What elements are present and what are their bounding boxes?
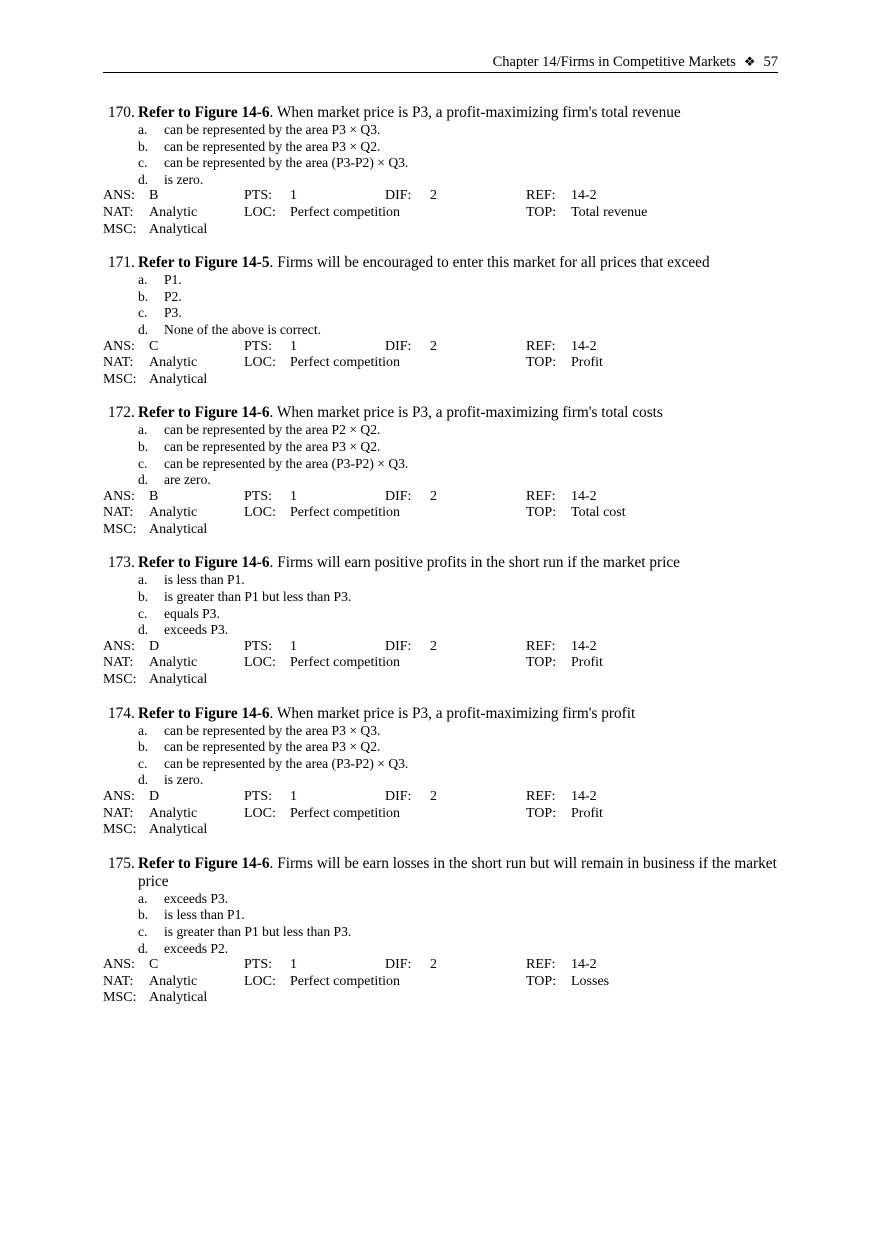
msc-value: Analytical xyxy=(149,672,208,688)
figure-reference: Refer to Figure 14-6 xyxy=(138,704,270,722)
metadata-row xyxy=(103,222,778,239)
pts-label: PTS: xyxy=(244,188,273,204)
top-value: Profit xyxy=(571,805,603,821)
nat-value: Analytic xyxy=(149,805,198,821)
question-text xyxy=(138,404,778,422)
question-number: 172. xyxy=(108,404,135,422)
top-value: Profit xyxy=(571,355,603,371)
ans-label: ANS: xyxy=(103,338,135,354)
question-text xyxy=(138,705,778,723)
top-label: TOP: xyxy=(526,655,557,671)
msc-label: MSC: xyxy=(103,990,137,1006)
pts-value: 1 xyxy=(290,488,297,504)
msc-value: Analytical xyxy=(149,221,208,237)
answer-choice xyxy=(138,756,778,773)
nat-label: NAT: xyxy=(103,505,134,521)
dif-value: 2 xyxy=(430,638,437,654)
answer-choice xyxy=(138,322,778,339)
choice-text: can be represented by the area P3 × Q2. xyxy=(164,438,381,454)
nat-label: NAT: xyxy=(103,655,134,671)
choice-text: can be represented by the area P3 × Q3. xyxy=(164,122,381,137)
ref-value: 14-2 xyxy=(571,638,597,654)
choice-text: can be represented by the area (P3-P2) × Q3. xyxy=(164,155,409,171)
choice-text: is zero. xyxy=(164,772,204,788)
choice-letter: b. xyxy=(138,907,149,923)
loc-value: Perfect competition xyxy=(290,355,401,371)
choice-letter: c. xyxy=(138,455,148,471)
answer-choices xyxy=(138,891,778,957)
question-stem-text: . When market price is P3, a profit-maximizing firm's total revenue xyxy=(269,104,681,121)
ref-label: REF: xyxy=(526,638,556,654)
loc-label: LOC: xyxy=(244,973,276,989)
metadata-row xyxy=(103,205,778,222)
metadata-row xyxy=(103,957,778,974)
question-list xyxy=(103,104,778,1023)
metadata-row xyxy=(103,789,778,806)
choice-text: equals P3. xyxy=(164,605,220,621)
metadata-row xyxy=(103,505,778,522)
question-text xyxy=(138,104,778,122)
ans-label: ANS: xyxy=(103,957,135,973)
msc-label: MSC: xyxy=(103,221,137,237)
msc-value: Analytical xyxy=(149,371,208,387)
ans-label: ANS: xyxy=(103,488,135,504)
choice-letter: a. xyxy=(138,422,148,438)
answer-choice xyxy=(138,924,778,941)
msc-label: MSC: xyxy=(103,371,137,387)
choice-letter: a. xyxy=(138,272,148,288)
question-text xyxy=(138,254,778,272)
question-metadata xyxy=(103,188,778,238)
choice-letter: d. xyxy=(138,940,149,956)
choice-text: P3. xyxy=(164,305,182,321)
question-item xyxy=(103,104,778,238)
dif-value: 2 xyxy=(430,488,437,504)
question-number: 173. xyxy=(108,554,135,572)
question-stem-text: . Firms will be earn losses in the short run but will remain in business if the market price xyxy=(138,854,777,890)
metadata-row xyxy=(103,639,778,656)
metadata-row xyxy=(103,355,778,372)
choice-text: can be represented by the area P3 × Q2. xyxy=(164,138,381,154)
pts-label: PTS: xyxy=(244,338,273,354)
question-stem-text: . When market price is P3, a profit-maximizing firm's total costs xyxy=(269,404,663,422)
nat-value: Analytic xyxy=(149,204,198,220)
choice-text: is zero. xyxy=(164,171,204,187)
choice-letter: a. xyxy=(138,722,148,738)
top-label: TOP: xyxy=(526,355,557,371)
choice-text: can be represented by the area P3 × Q3. xyxy=(164,722,381,738)
question-stem xyxy=(103,404,778,422)
choice-letter: b. xyxy=(138,438,149,454)
loc-label: LOC: xyxy=(244,655,276,671)
question-item xyxy=(103,855,778,1007)
question-number: 170. xyxy=(108,104,135,121)
pts-value: 1 xyxy=(290,789,297,804)
answer-choices xyxy=(138,422,778,488)
metadata-row xyxy=(103,990,778,1007)
choice-letter: d. xyxy=(138,622,149,638)
figure-reference: Refer to Figure 14-6 xyxy=(138,104,270,121)
ref-label: REF: xyxy=(526,338,556,354)
loc-label: LOC: xyxy=(244,355,276,371)
answer-choice xyxy=(138,272,778,289)
answer-choice xyxy=(138,139,778,156)
question-metadata xyxy=(103,957,778,1007)
dif-label: DIF: xyxy=(385,638,412,654)
loc-label: LOC: xyxy=(244,505,276,521)
ans-value: C xyxy=(149,957,159,973)
top-label: TOP: xyxy=(526,973,557,989)
choice-text: is less than P1. xyxy=(164,572,245,588)
dif-value: 2 xyxy=(430,338,437,354)
choice-text: exceeds P3. xyxy=(164,622,229,638)
choice-letter: b. xyxy=(138,589,149,605)
loc-label: LOC: xyxy=(244,805,276,821)
question-stem-text: . Firms will earn positive profits in the short run if the market price xyxy=(269,554,680,572)
pts-value: 1 xyxy=(290,638,297,654)
choice-text: can be represented by the area (P3-P2) × Q3. xyxy=(164,455,409,471)
question-stem xyxy=(103,554,778,572)
metadata-row xyxy=(103,339,778,356)
nat-label: NAT: xyxy=(103,973,134,989)
choice-letter: d. xyxy=(138,171,149,187)
loc-value: Perfect competition xyxy=(290,505,401,521)
top-value: Total revenue xyxy=(571,204,648,220)
dif-label: DIF: xyxy=(385,338,412,354)
ref-label: REF: xyxy=(526,488,556,504)
choice-letter: c. xyxy=(138,923,148,939)
top-label: TOP: xyxy=(526,805,557,821)
loc-value: Perfect competition xyxy=(290,973,401,989)
loc-value: Perfect competition xyxy=(290,204,401,220)
msc-value: Analytical xyxy=(149,990,208,1006)
top-value: Total cost xyxy=(571,505,626,521)
pts-label: PTS: xyxy=(244,957,273,973)
ref-value: 14-2 xyxy=(571,789,597,804)
answer-choice xyxy=(138,891,778,908)
choice-letter: b. xyxy=(138,739,149,755)
metadata-row xyxy=(103,672,778,689)
choice-text: exceeds P3. xyxy=(164,890,229,906)
loc-value: Perfect competition xyxy=(290,805,401,821)
figure-reference: Refer to Figure 14-6 xyxy=(138,404,270,422)
msc-label: MSC: xyxy=(103,822,137,838)
answer-choices xyxy=(138,572,778,638)
loc-label: LOC: xyxy=(244,204,276,220)
question-item xyxy=(103,554,778,688)
nat-value: Analytic xyxy=(149,973,198,989)
choice-letter: b. xyxy=(138,138,149,154)
question-metadata xyxy=(103,339,778,389)
pts-label: PTS: xyxy=(244,638,273,654)
question-metadata xyxy=(103,639,778,689)
pts-value: 1 xyxy=(290,338,297,354)
chapter-title: Chapter 14/Firms in Competitive Markets xyxy=(492,54,736,70)
ans-value: B xyxy=(149,188,159,204)
msc-value: Analytical xyxy=(149,521,208,537)
ans-value: D xyxy=(149,789,160,804)
figure-reference: Refer to Figure 14-5 xyxy=(138,254,270,272)
ans-value: B xyxy=(149,488,159,504)
question-metadata xyxy=(103,789,778,839)
answer-choice xyxy=(138,439,778,456)
question-stem-text: . Firms will be encouraged to enter this market for all prices that exceed xyxy=(269,254,710,272)
choice-text: exceeds P2. xyxy=(164,940,229,956)
msc-label: MSC: xyxy=(103,672,137,688)
answer-choice xyxy=(138,907,778,924)
answer-choice xyxy=(138,941,778,958)
figure-reference: Refer to Figure 14-6 xyxy=(138,854,270,872)
question-stem xyxy=(103,104,778,122)
figure-reference: Refer to Figure 14-6 xyxy=(138,554,270,572)
answer-choice xyxy=(138,155,778,172)
top-value: Losses xyxy=(571,973,610,989)
nat-label: NAT: xyxy=(103,805,134,821)
ans-value: D xyxy=(149,638,160,654)
nat-value: Analytic xyxy=(149,355,198,371)
answer-choices xyxy=(138,122,778,188)
answer-choice xyxy=(138,723,778,740)
answer-choice xyxy=(138,739,778,756)
choice-letter: a. xyxy=(138,122,148,137)
ref-value: 14-2 xyxy=(571,957,597,973)
question-item xyxy=(103,254,778,388)
choice-letter: d. xyxy=(138,472,149,488)
answer-choice xyxy=(138,772,778,789)
pts-label: PTS: xyxy=(244,488,273,504)
ref-value: 14-2 xyxy=(571,338,597,354)
choice-text: is greater than P1 but less than P3. xyxy=(164,923,352,939)
answer-choice xyxy=(138,472,778,489)
choice-letter: c. xyxy=(138,605,148,621)
answer-choice xyxy=(138,289,778,306)
question-stem xyxy=(103,254,778,272)
pts-value: 1 xyxy=(290,957,297,973)
question-text xyxy=(138,554,778,572)
dif-value: 2 xyxy=(430,789,437,804)
answer-choice xyxy=(138,172,778,189)
answer-choice xyxy=(138,606,778,623)
choice-letter: a. xyxy=(138,572,148,588)
nat-value: Analytic xyxy=(149,505,198,521)
question-item xyxy=(103,404,778,538)
choice-text: is greater than P1 but less than P3. xyxy=(164,589,352,605)
page-header xyxy=(103,52,778,73)
question-number: 175. xyxy=(108,854,135,872)
choice-letter: c. xyxy=(138,155,148,171)
question-number: 174. xyxy=(108,704,135,722)
question-stem xyxy=(103,705,778,723)
choice-text: can be represented by the area P2 × Q2. xyxy=(164,422,381,438)
choice-text: P1. xyxy=(164,272,182,288)
answer-choice xyxy=(138,456,778,473)
ans-label: ANS: xyxy=(103,188,135,204)
ref-label: REF: xyxy=(526,789,556,804)
question-stem-text: . When market price is P3, a profit-maximizing firm's profit xyxy=(269,704,636,722)
msc-value: Analytical xyxy=(149,822,208,838)
question-stem xyxy=(103,855,778,891)
dif-value: 2 xyxy=(430,957,437,973)
answer-choices xyxy=(138,272,778,338)
choice-letter: b. xyxy=(138,288,149,304)
dif-label: DIF: xyxy=(385,957,412,973)
choice-text: can be represented by the area (P3-P2) × Q3. xyxy=(164,755,409,771)
diamond-separator-icon: ❖ xyxy=(743,54,756,69)
question-number: 171. xyxy=(108,254,135,272)
pts-label: PTS: xyxy=(244,789,273,804)
metadata-row xyxy=(103,974,778,991)
choice-text: can be represented by the area P3 × Q2. xyxy=(164,739,381,755)
metadata-row xyxy=(103,372,778,389)
ans-label: ANS: xyxy=(103,789,135,804)
answer-choice xyxy=(138,589,778,606)
answer-choices xyxy=(138,723,778,789)
dif-label: DIF: xyxy=(385,188,412,204)
ref-label: REF: xyxy=(526,957,556,973)
top-label: TOP: xyxy=(526,505,557,521)
metadata-row xyxy=(103,806,778,823)
loc-value: Perfect competition xyxy=(290,655,401,671)
choice-letter: c. xyxy=(138,755,148,771)
msc-label: MSC: xyxy=(103,521,137,537)
question-metadata xyxy=(103,489,778,539)
ref-value: 14-2 xyxy=(571,188,597,204)
answer-choice xyxy=(138,305,778,322)
metadata-row xyxy=(103,522,778,539)
ans-value: C xyxy=(149,338,159,354)
metadata-row xyxy=(103,822,778,839)
ans-label: ANS: xyxy=(103,638,135,654)
metadata-row xyxy=(103,655,778,672)
choice-letter: d. xyxy=(138,321,149,337)
question-item xyxy=(103,705,778,839)
nat-value: Analytic xyxy=(149,655,198,671)
top-label: TOP: xyxy=(526,204,557,220)
choice-letter: a. xyxy=(138,890,148,906)
choice-text: is less than P1. xyxy=(164,907,245,923)
choice-text: P2. xyxy=(164,288,182,304)
choice-text: None of the above is correct. xyxy=(164,321,322,337)
metadata-row xyxy=(103,188,778,205)
dif-label: DIF: xyxy=(385,488,412,504)
choice-text: are zero. xyxy=(164,472,211,488)
answer-choice xyxy=(138,422,778,439)
nat-label: NAT: xyxy=(103,355,134,371)
metadata-row xyxy=(103,489,778,506)
answer-choice xyxy=(138,622,778,639)
choice-letter: d. xyxy=(138,772,149,788)
ref-label: REF: xyxy=(526,188,556,204)
pts-value: 1 xyxy=(290,188,297,204)
nat-label: NAT: xyxy=(103,204,134,220)
dif-value: 2 xyxy=(430,188,437,204)
top-value: Profit xyxy=(571,655,603,671)
page-number: 57 xyxy=(763,54,778,70)
answer-choice xyxy=(138,122,778,139)
answer-choice xyxy=(138,572,778,589)
choice-letter: c. xyxy=(138,305,148,321)
dif-label: DIF: xyxy=(385,789,412,804)
ref-value: 14-2 xyxy=(571,488,597,504)
question-text xyxy=(138,855,778,891)
